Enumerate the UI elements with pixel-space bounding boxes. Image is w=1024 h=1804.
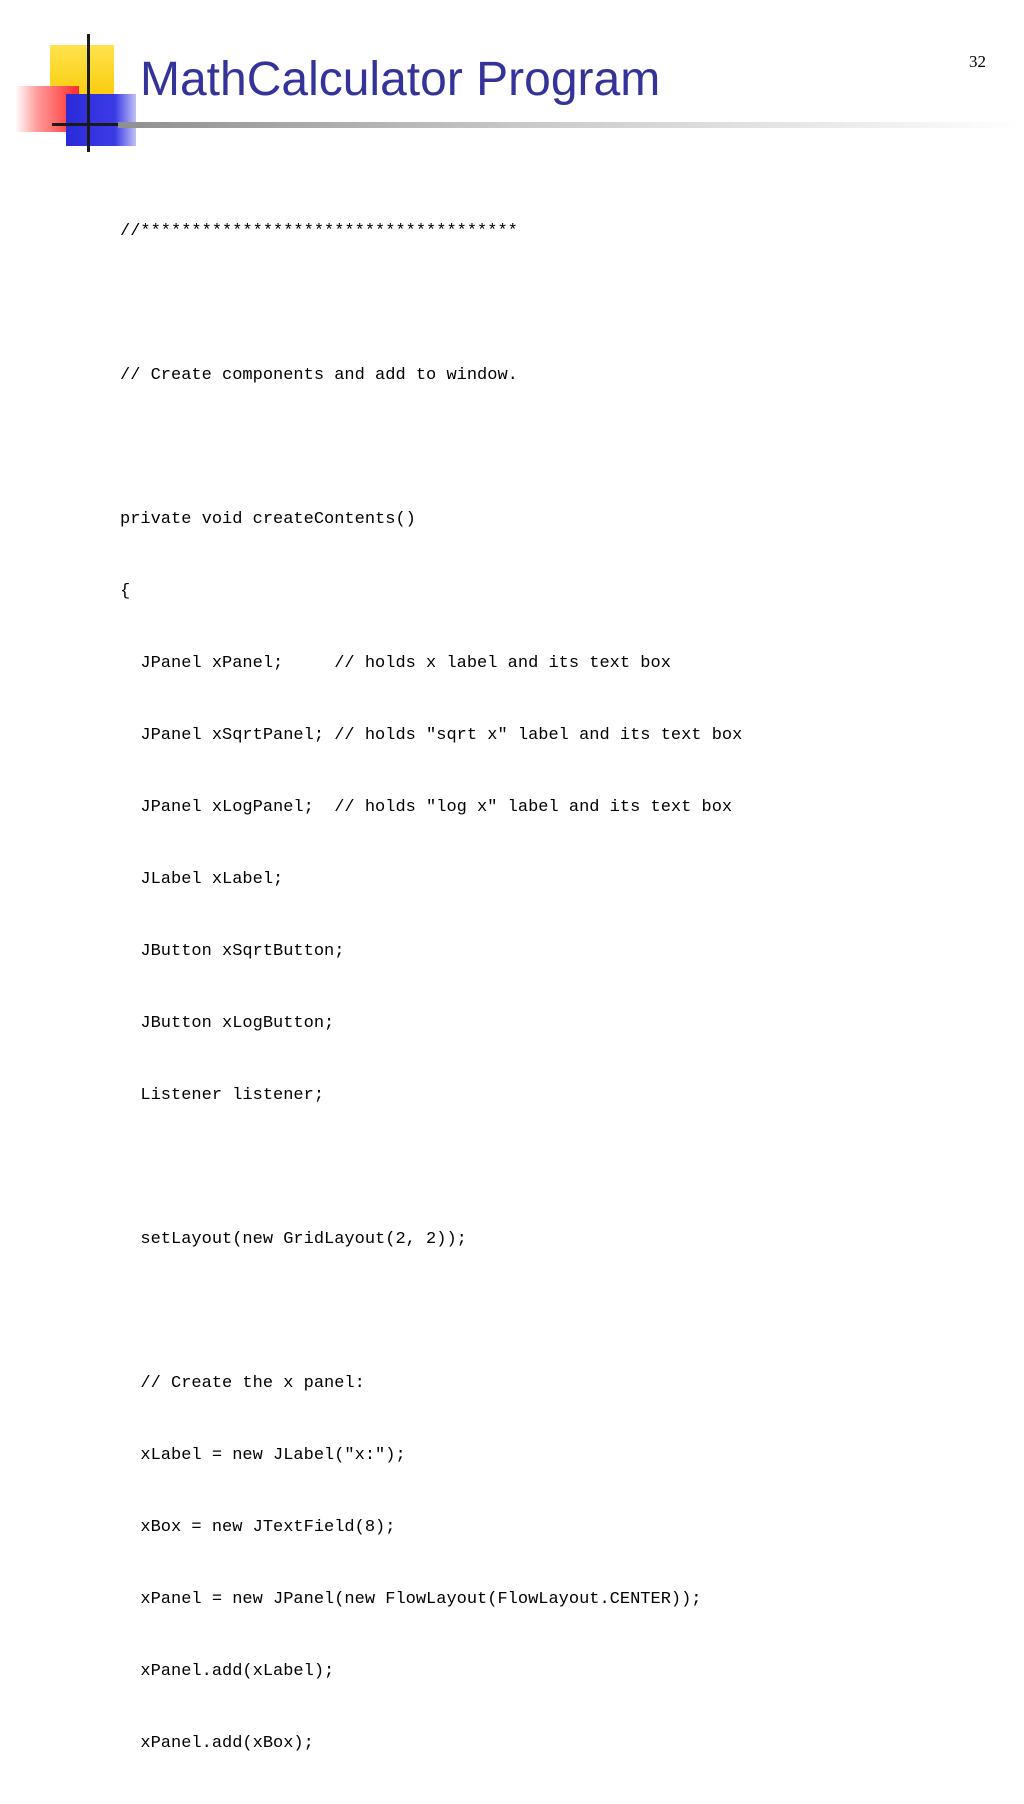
code-line: // Create the x panel:	[120, 1374, 365, 1393]
code-line: private void createContents()	[120, 510, 416, 529]
code-line: JButton xSqrtButton;	[120, 942, 345, 961]
code-line: xPanel.add(xLabel);	[120, 1662, 335, 1681]
code-line	[120, 436, 742, 460]
code-block	[120, 172, 742, 1804]
code-line: JButton xLogButton;	[120, 1014, 335, 1033]
code-line: setLayout(new GridLayout(2, 2));	[120, 1230, 467, 1249]
code-line: JPanel xLogPanel; // holds "log x" label and its text box	[120, 798, 733, 817]
logo-blue-square	[66, 94, 136, 146]
slide-logo-decoration	[0, 0, 150, 160]
slide-title: MathCalculator Program	[140, 53, 661, 106]
page-number: 32	[969, 52, 986, 71]
code-line: //*************************************	[120, 222, 518, 241]
code-line: // Create components and add to window.	[120, 366, 518, 385]
code-line: xPanel = new JPanel(new FlowLayout(FlowLayout.CENTER));	[120, 1590, 702, 1609]
title-underline-rule	[118, 122, 1024, 128]
code-line	[120, 292, 742, 316]
code-line: JPanel xSqrtPanel; // holds "sqrt x" label and its text box	[120, 726, 743, 745]
code-line: xPanel.add(xBox);	[120, 1734, 314, 1753]
code-line	[120, 1300, 742, 1324]
code-line: xLabel = new JLabel("x:");	[120, 1446, 406, 1465]
code-line: xBox = new JTextField(8);	[120, 1518, 396, 1537]
code-line: JLabel xLabel;	[120, 870, 284, 889]
code-line: {	[120, 582, 131, 601]
logo-vertical-line	[87, 34, 90, 152]
code-line	[120, 1156, 742, 1180]
code-line: JPanel xPanel; // holds x label and its text box	[120, 654, 671, 673]
code-line: Listener listener;	[120, 1086, 325, 1105]
